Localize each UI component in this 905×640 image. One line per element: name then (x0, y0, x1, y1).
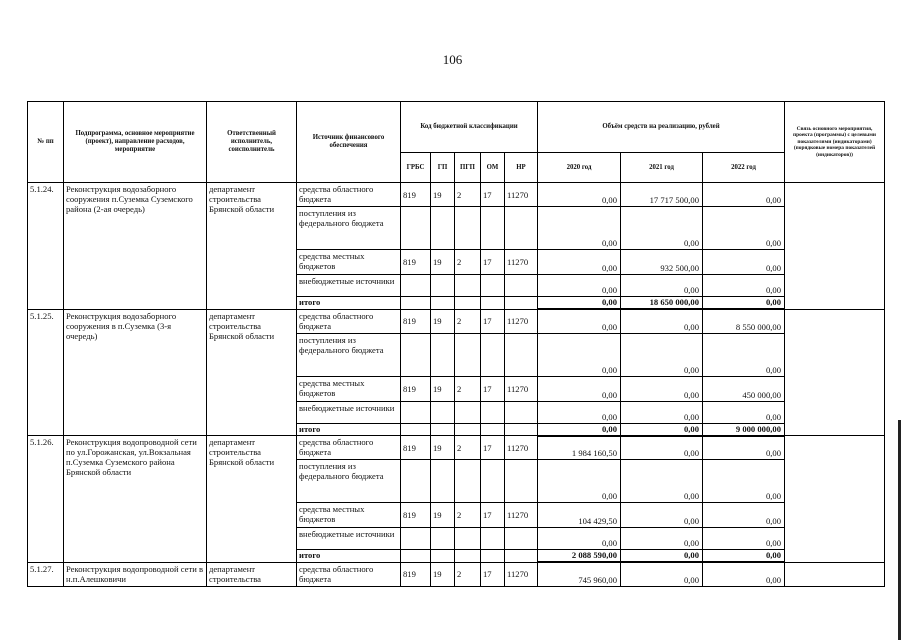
header-volume: Объём средств на реализацию, рублей (538, 102, 785, 153)
amount-y2020: 0,00 (538, 207, 621, 250)
table-row (28, 309, 885, 333)
amount-y2021: 0,00 (621, 436, 703, 460)
funding-source: средства областного бюджета (297, 436, 401, 460)
code-grbs (401, 401, 431, 423)
code-grbs: 819 (401, 436, 431, 460)
code-grbs: 819 (401, 250, 431, 275)
measure-name: Реконструкция водопроводной сети в н.п.Алешковичи (64, 562, 207, 586)
header-name: Подпрограмма, основное мероприятие (проект), направление расходов, мероприятие (64, 102, 207, 183)
code-grbs: 819 (401, 183, 431, 207)
table-row (28, 436, 885, 460)
code-gp: 19 (431, 250, 455, 275)
code-pgp (455, 550, 481, 563)
code-gp (431, 401, 455, 423)
amount-y2022: 0,00 (703, 250, 785, 275)
amount-y2020: 0,00 (538, 275, 621, 297)
code-gp: 19 (431, 562, 455, 586)
header-num: № пп (28, 102, 64, 183)
header-np: НР (505, 153, 538, 183)
measure-executor: департамент строительства Брянской области (207, 183, 297, 310)
code-gp (431, 297, 455, 310)
code-grbs (401, 528, 431, 550)
code-om: 17 (481, 309, 505, 333)
indicator-link (785, 436, 885, 563)
funding-source: средства областного бюджета (297, 183, 401, 207)
table-body (28, 183, 885, 587)
amount-y2021: 0,00 (621, 503, 703, 528)
code-np (505, 528, 538, 550)
code-gp (431, 275, 455, 297)
header-gp: ГП (431, 153, 455, 183)
amount-y2020: 0,00 (538, 309, 621, 333)
code-om: 17 (481, 376, 505, 401)
funding-source: внебюджетные источники (297, 275, 401, 297)
amount-y2021: 0,00 (621, 528, 703, 550)
amount-y2022: 0,00 (703, 550, 785, 563)
code-grbs: 819 (401, 562, 431, 586)
code-pgp: 2 (455, 250, 481, 275)
measure-number: 5.1.25. (28, 309, 64, 436)
header-2020: 2020 год (538, 153, 621, 183)
code-om (481, 275, 505, 297)
code-gp: 19 (431, 309, 455, 333)
amount-y2020: 0,00 (538, 423, 621, 436)
amount-y2022: 0,00 (703, 503, 785, 528)
code-grbs (401, 207, 431, 250)
code-pgp (455, 423, 481, 436)
table-header (28, 102, 885, 183)
code-pgp: 2 (455, 436, 481, 460)
header-om: ОМ (481, 153, 505, 183)
amount-y2022: 8 550 000,00 (703, 309, 785, 333)
amount-y2021: 0,00 (621, 423, 703, 436)
measure-name: Реконструкция водозаборного сооружения в п.Суземка (3-я очередь) (64, 309, 207, 436)
measure-name: Реконструкция водозаборного сооружения п.Суземка Суземского района (2-ая очередь) (64, 183, 207, 310)
code-om (481, 401, 505, 423)
funding-source: средства местных бюджетов (297, 250, 401, 275)
amount-y2022: 0,00 (703, 528, 785, 550)
amount-y2020: 1 984 160,50 (538, 436, 621, 460)
header-2021: 2021 год (621, 153, 703, 183)
code-om: 17 (481, 183, 505, 207)
code-om (481, 460, 505, 503)
amount-y2021: 18 650 000,00 (621, 297, 703, 310)
measure-executor: департамент строительства (207, 562, 297, 586)
amount-y2022: 0,00 (703, 183, 785, 207)
funding-source: средства областного бюджета (297, 309, 401, 333)
code-gp (431, 423, 455, 436)
code-pgp (455, 207, 481, 250)
code-pgp: 2 (455, 376, 481, 401)
amount-y2022: 0,00 (703, 436, 785, 460)
funding-source: поступления из федерального бюджета (297, 207, 401, 250)
code-om (481, 528, 505, 550)
amount-y2021: 0,00 (621, 376, 703, 401)
measure-number: 5.1.27. (28, 562, 64, 586)
funding-source: поступления из федерального бюджета (297, 333, 401, 376)
code-grbs: 819 (401, 309, 431, 333)
code-grbs (401, 423, 431, 436)
code-om (481, 297, 505, 310)
amount-y2022: 0,00 (703, 562, 785, 586)
amount-y2020: 0,00 (538, 401, 621, 423)
funding-source: итого (297, 297, 401, 310)
amount-y2021: 0,00 (621, 562, 703, 586)
page-number: 106 (442, 52, 463, 67)
amount-y2021: 0,00 (621, 275, 703, 297)
funding-source: внебюджетные источники (297, 401, 401, 423)
code-om (481, 423, 505, 436)
code-grbs: 819 (401, 503, 431, 528)
code-pgp: 2 (455, 183, 481, 207)
code-gp: 19 (431, 503, 455, 528)
code-np: 11270 (505, 309, 538, 333)
funding-source: итого (297, 423, 401, 436)
code-np (505, 207, 538, 250)
code-grbs (401, 333, 431, 376)
code-pgp (455, 297, 481, 310)
code-om: 17 (481, 250, 505, 275)
amount-y2020: 0,00 (538, 250, 621, 275)
code-gp: 19 (431, 376, 455, 401)
amount-y2022: 0,00 (703, 275, 785, 297)
code-np: 11270 (505, 503, 538, 528)
indicator-link (785, 183, 885, 310)
measure-executor: департамент строительства Брянской области (207, 436, 297, 563)
header-executor: Ответственный исполнитель, соисполнитель (207, 102, 297, 183)
header-grbs: ГРБС (401, 153, 431, 183)
measure-executor: департамент строительства Брянской области (207, 309, 297, 436)
code-pgp (455, 528, 481, 550)
amount-y2020: 0,00 (538, 333, 621, 376)
code-grbs (401, 275, 431, 297)
code-np (505, 297, 538, 310)
code-om (481, 550, 505, 563)
amount-y2021: 0,00 (621, 460, 703, 503)
amount-y2020: 0,00 (538, 460, 621, 503)
header-pgp: ПГП (455, 153, 481, 183)
amount-y2022: 0,00 (703, 401, 785, 423)
indicator-link (785, 309, 885, 436)
code-np: 11270 (505, 436, 538, 460)
financing-table (27, 101, 885, 587)
code-gp (431, 207, 455, 250)
code-np (505, 275, 538, 297)
code-gp (431, 550, 455, 563)
funding-source: средства местных бюджетов (297, 376, 401, 401)
measure-name: Реконструкция водопроводной сети по ул.Горожанская, ул.Вокзальная п.Суземка Суземского района Брянской области (64, 436, 207, 563)
table-row (28, 562, 885, 586)
code-gp (431, 460, 455, 503)
funding-source: итого (297, 550, 401, 563)
header-source: Источник финансового обеспечения (297, 102, 401, 183)
amount-y2022: 0,00 (703, 207, 785, 250)
code-om (481, 333, 505, 376)
code-np: 11270 (505, 562, 538, 586)
code-gp: 19 (431, 183, 455, 207)
code-pgp: 2 (455, 309, 481, 333)
amount-y2021: 932 500,00 (621, 250, 703, 275)
code-grbs (401, 550, 431, 563)
amount-y2020: 104 429,50 (538, 503, 621, 528)
code-np (505, 401, 538, 423)
code-grbs (401, 460, 431, 503)
code-np (505, 460, 538, 503)
code-om: 17 (481, 503, 505, 528)
funding-source: средства местных бюджетов (297, 503, 401, 528)
funding-source: поступления из федерального бюджета (297, 460, 401, 503)
code-gp (431, 528, 455, 550)
code-pgp (455, 460, 481, 503)
table-row (28, 183, 885, 207)
code-grbs: 819 (401, 376, 431, 401)
code-gp (431, 333, 455, 376)
amount-y2021: 0,00 (621, 333, 703, 376)
amount-y2021: 17 717 500,00 (621, 183, 703, 207)
funding-source: средства областного бюджета (297, 562, 401, 586)
amount-y2021: 0,00 (621, 401, 703, 423)
measure-number: 5.1.26. (28, 436, 64, 563)
amount-y2020: 0,00 (538, 376, 621, 401)
code-np: 11270 (505, 376, 538, 401)
header-link: Связь основного мероприятия, проекта (программы) с целевыми показателями (индикаторами) (порядковые номера показателей (индикаторов)) (785, 102, 885, 183)
amount-y2021: 0,00 (621, 309, 703, 333)
amount-y2020: 0,00 (538, 528, 621, 550)
code-om (481, 207, 505, 250)
funding-source: внебюджетные источники (297, 528, 401, 550)
code-pgp (455, 333, 481, 376)
amount-y2021: 0,00 (621, 550, 703, 563)
amount-y2020: 745 960,00 (538, 562, 621, 586)
code-pgp: 2 (455, 503, 481, 528)
scan-edge-line (898, 420, 901, 640)
amount-y2021: 0,00 (621, 207, 703, 250)
amount-y2022: 0,00 (703, 333, 785, 376)
amount-y2022: 9 000 000,00 (703, 423, 785, 436)
indicator-link (785, 562, 885, 586)
code-grbs (401, 297, 431, 310)
code-gp: 19 (431, 436, 455, 460)
amount-y2020: 2 088 590,00 (538, 550, 621, 563)
code-np (505, 423, 538, 436)
code-om: 17 (481, 562, 505, 586)
amount-y2022: 0,00 (703, 460, 785, 503)
measure-number: 5.1.24. (28, 183, 64, 310)
code-np: 11270 (505, 183, 538, 207)
header-budget-code: Код бюджетной классификации (401, 102, 538, 153)
code-pgp: 2 (455, 562, 481, 586)
code-np (505, 550, 538, 563)
code-np (505, 333, 538, 376)
amount-y2022: 0,00 (703, 297, 785, 310)
amount-y2020: 0,00 (538, 297, 621, 310)
amount-y2022: 450 000,00 (703, 376, 785, 401)
amount-y2020: 0,00 (538, 183, 621, 207)
code-np: 11270 (505, 250, 538, 275)
code-om: 17 (481, 436, 505, 460)
header-2022: 2022 год (703, 153, 785, 183)
code-pgp (455, 401, 481, 423)
code-pgp (455, 275, 481, 297)
